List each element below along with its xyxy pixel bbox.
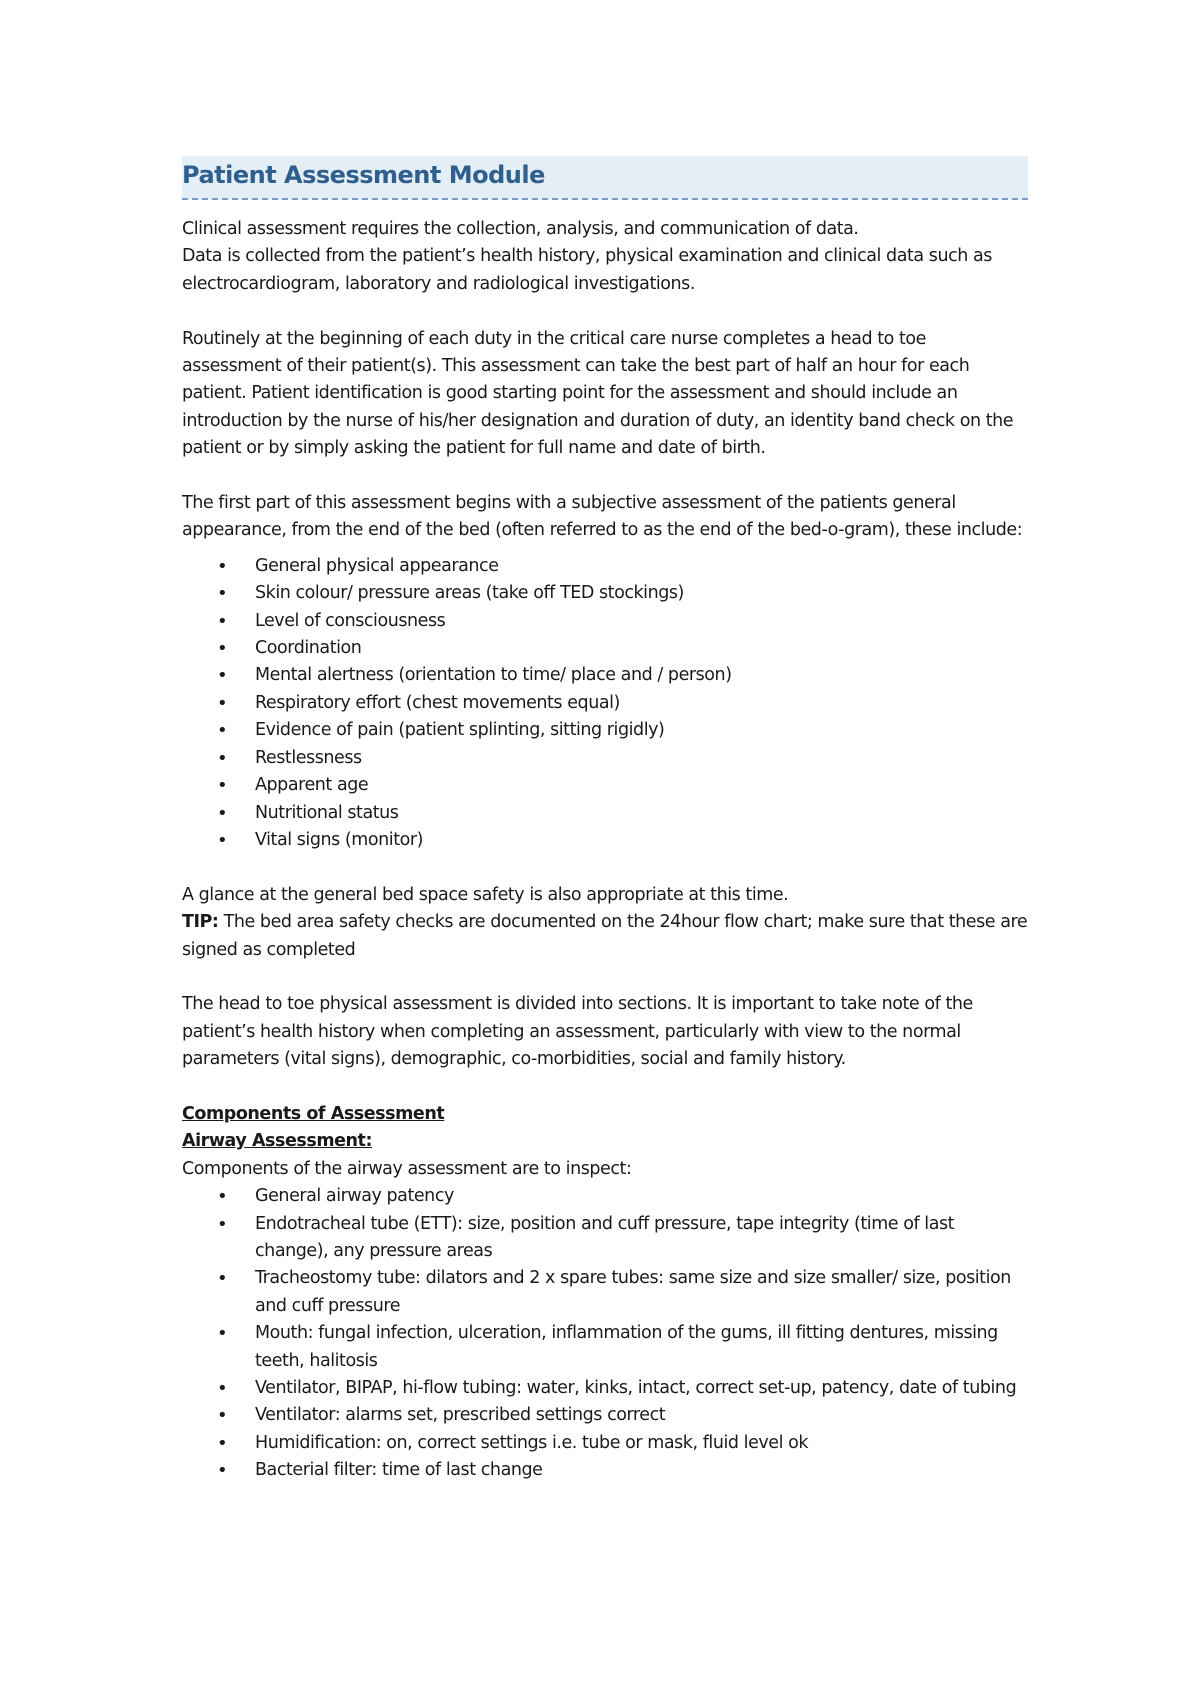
title-bar bbox=[182, 156, 1028, 200]
airway-intro: Components of the airway assessment are to inspect: bbox=[182, 1158, 632, 1179]
tip-text: The bed area safety checks are documented on the 24hour flow chart; make sure that these are signed as completed bbox=[182, 912, 1028, 960]
airway-heading-text: Airway Assessment: bbox=[182, 1131, 373, 1152]
paragraph-gap bbox=[182, 463, 1028, 490]
intro-line-2: Data is collected from the patient’s health history, physical examination and clinical data such as electrocardiogram, laboratory and radiological investigations. bbox=[182, 246, 992, 294]
list-item: • General airway patency bbox=[182, 1183, 1028, 1210]
airway-heading bbox=[182, 1128, 1028, 1155]
list-item: • Ventilator: alarms set, prescribed settings correct bbox=[182, 1402, 1028, 1429]
components-heading-text: Components of Assessment bbox=[182, 1103, 445, 1124]
airway-list bbox=[182, 1183, 1028, 1484]
list-item: • Endotracheal tube (ETT): size, position and cuff pressure, tape integrity (time of last change), any pressure areas bbox=[182, 1211, 1028, 1266]
document-body bbox=[182, 216, 1028, 1485]
components-heading bbox=[182, 1101, 1028, 1128]
paragraph-gap bbox=[182, 298, 1028, 325]
paragraph-gap bbox=[182, 854, 1028, 881]
first-part-paragraph: The first part of this assessment begins with a subjective assessment of the patients general appearance, from the end of the bed (often referred to as the end of the bed-o-gram), these include: bbox=[182, 493, 1023, 541]
routine-paragraph: Routinely at the beginning of each duty in the critical care nurse completes a head to toe assessment of their patient(s). This assessment can take the best part of half an hour for each patient. Patient identification is good starting point for the assessment and should include an introduction by the nurse of his/her designation and duration of duty, an identity band check on the patient or by simply asking the patient for full name and date of birth. bbox=[182, 328, 1014, 459]
list-item: • General physical appearance bbox=[182, 553, 1028, 580]
paragraph-gap bbox=[182, 964, 1028, 991]
list-item: • Restlessness bbox=[182, 745, 1028, 772]
list-item: • Humidification: on, correct settings i.e. tube or mask, fluid level ok bbox=[182, 1430, 1028, 1457]
page-title: Patient Assessment Module bbox=[182, 161, 545, 189]
paragraph-gap bbox=[182, 1074, 1028, 1101]
head-to-toe-paragraph: The head to toe physical assessment is divided into sections. It is important to take note of the patient’s health history when completing an assessment, particularly with view to the normal parameters (vital signs), demographic, co-morbidities, social and family history. bbox=[182, 994, 973, 1070]
list-item: • Ventilator, BIPAP, hi-flow tubing: water, kinks, intact, correct set-up, patency, date of tubing bbox=[182, 1375, 1028, 1402]
list-item: • Mental alertness (orientation to time/ place and / person) bbox=[182, 662, 1028, 689]
list-item: • Tracheostomy tube: dilators and 2 x spare tubes: same size and size smaller/ size, position and cuff pressure bbox=[182, 1265, 1028, 1320]
list-item: • Level of consciousness bbox=[182, 608, 1028, 635]
list-item: • Nutritional status bbox=[182, 800, 1028, 827]
list-item: • Mouth: fungal infection, ulceration, inflammation of the gums, ill fitting dentures, missing teeth, halitosis bbox=[182, 1320, 1028, 1375]
list-item: • Bacterial filter: time of last change bbox=[182, 1457, 1028, 1484]
glance-line: A glance at the general bed space safety is also appropriate at this time. bbox=[182, 884, 789, 905]
list-item: • Respiratory effort (chest movements equal) bbox=[182, 690, 1028, 717]
list-item: • Vital signs (monitor) bbox=[182, 827, 1028, 854]
list-item: • Evidence of pain (patient splinting, sitting rigidly) bbox=[182, 717, 1028, 744]
tip-label: TIP: bbox=[182, 912, 219, 933]
document-page bbox=[182, 156, 1028, 1485]
tip-paragraph bbox=[182, 909, 1028, 964]
general-appearance-list bbox=[182, 553, 1028, 854]
intro-line-1: Clinical assessment requires the collection, analysis, and communication of data. bbox=[182, 219, 859, 239]
list-item: • Apparent age bbox=[182, 772, 1028, 799]
list-item: • Coordination bbox=[182, 635, 1028, 662]
list-item: • Skin colour/ pressure areas (take off TED stockings) bbox=[182, 580, 1028, 607]
